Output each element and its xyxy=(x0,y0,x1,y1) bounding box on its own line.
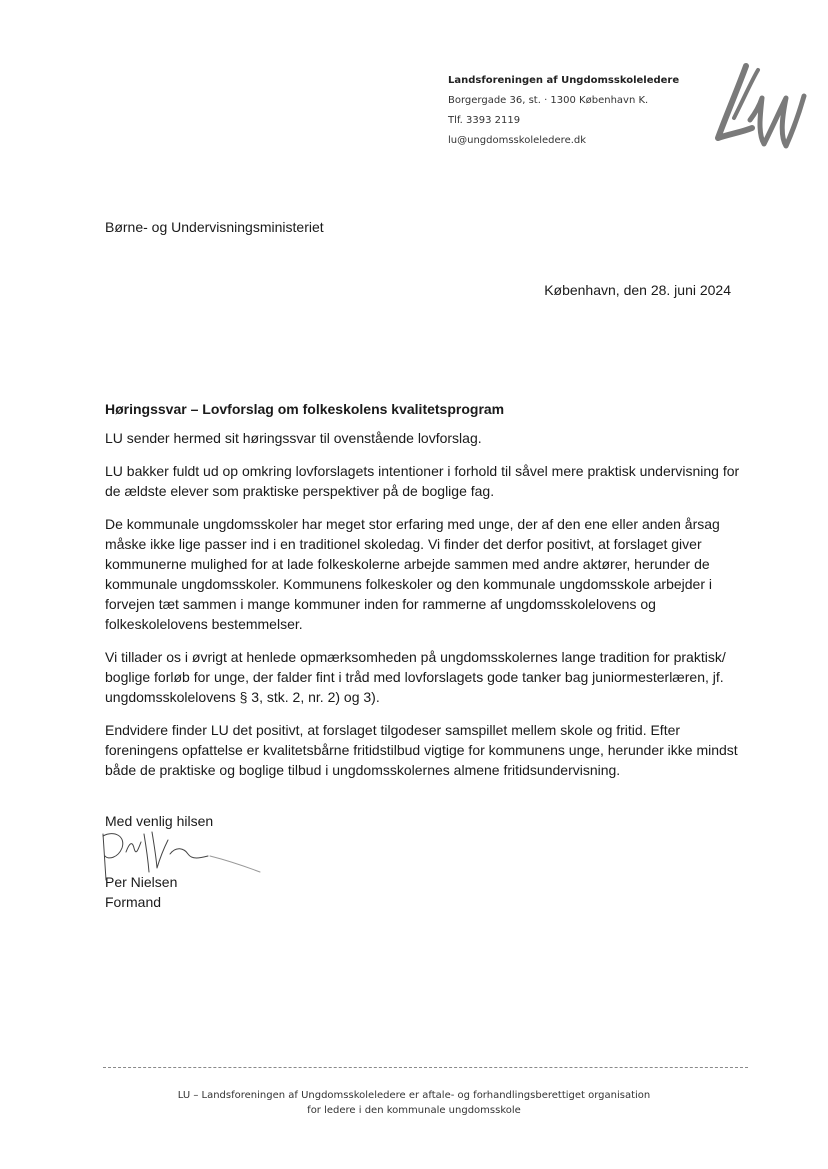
footer-line-1: LU – Landsforeningen af Ungdomsskoleledere er aftale- og forhandlingsberettiget organisation xyxy=(177,1090,651,1101)
paragraph: Vi tillader os i øvrigt at henlede opmærksomheden på ungdomsskolernes lange tradition for praktisk/ boglige forløb for unge, der falder fint i tråd med lovforslagets gode tanker bag juniormesterlæren, jf. ungdomsskolelovens § 3, stk. 2, nr. 2) og 3). xyxy=(105,649,726,705)
paragraph: LU sender hermed sit høringssvar til ovenstående lovforslag. xyxy=(105,430,482,446)
sender-phone: Tlf. 3393 2119 xyxy=(448,115,521,126)
date-line: København, den 28. juni 2024 xyxy=(544,282,731,298)
subject-heading: Høringssvar – Lovforslag om folkeskolens kvalitetsprogram xyxy=(105,401,505,417)
footer xyxy=(0,1088,828,1118)
sender-address: Borgergade 36, st. · 1300 København K. xyxy=(448,95,649,106)
footer-divider xyxy=(103,1067,748,1068)
footer-line-2: for ledere i den kommunale ungdomsskole xyxy=(307,1105,521,1116)
letter-body xyxy=(105,399,750,793)
paragraph: LU bakker fuldt ud op omkring lovforslagets intentioner i forhold til såvel mere praktisk undervisning for de ældste elever som praktiske perspektiver på de boglige fag. xyxy=(105,463,740,499)
sender-address-block xyxy=(448,71,679,151)
signer-name: Per Nielsen xyxy=(105,874,178,890)
recipient: Børne- og Undervisningsministeriet xyxy=(105,219,324,235)
sender-email: lu@ungdomsskoleledere.dk xyxy=(448,135,587,146)
closing-greeting: Med venlig hilsen xyxy=(105,813,214,829)
handwritten-signature xyxy=(96,828,266,884)
lu-logo xyxy=(700,58,810,158)
paragraph: Endvidere finder LU det positivt, at forslaget tilgodeser samspillet mellem skole og fritid. Efter foreningens opfattelse er kvalitetsbårne fritidstilbud vigtige for kommunens unge, herunder ikke mindst både de praktiske og boglige tilbud i ungdomsskolernes almene fritidsundervisning. xyxy=(105,722,738,778)
sender-organization: Landsforeningen af Ungdomsskoleledere xyxy=(448,75,680,86)
paragraph: De kommunale ungdomsskoler har meget stor erfaring med unge, der af den ene eller anden årsag måske ikke lige passer ind i en traditionel skoledag. Vi finder det derfor positivt, at forslaget giver kommunerne mulighed for at lade folkeskolerne arbejde sammen med andre aktører, herunder de kommunale ungdomsskoler. Kommunens folkeskoler og den kommunale ungdomsskole arbejder i forvejen tæt sammen i mange kommuner inden for rammerne af ungdomsskolelovens og folkeskolelovens bestemmelser. xyxy=(105,516,720,632)
signer-title: Formand xyxy=(105,894,162,910)
